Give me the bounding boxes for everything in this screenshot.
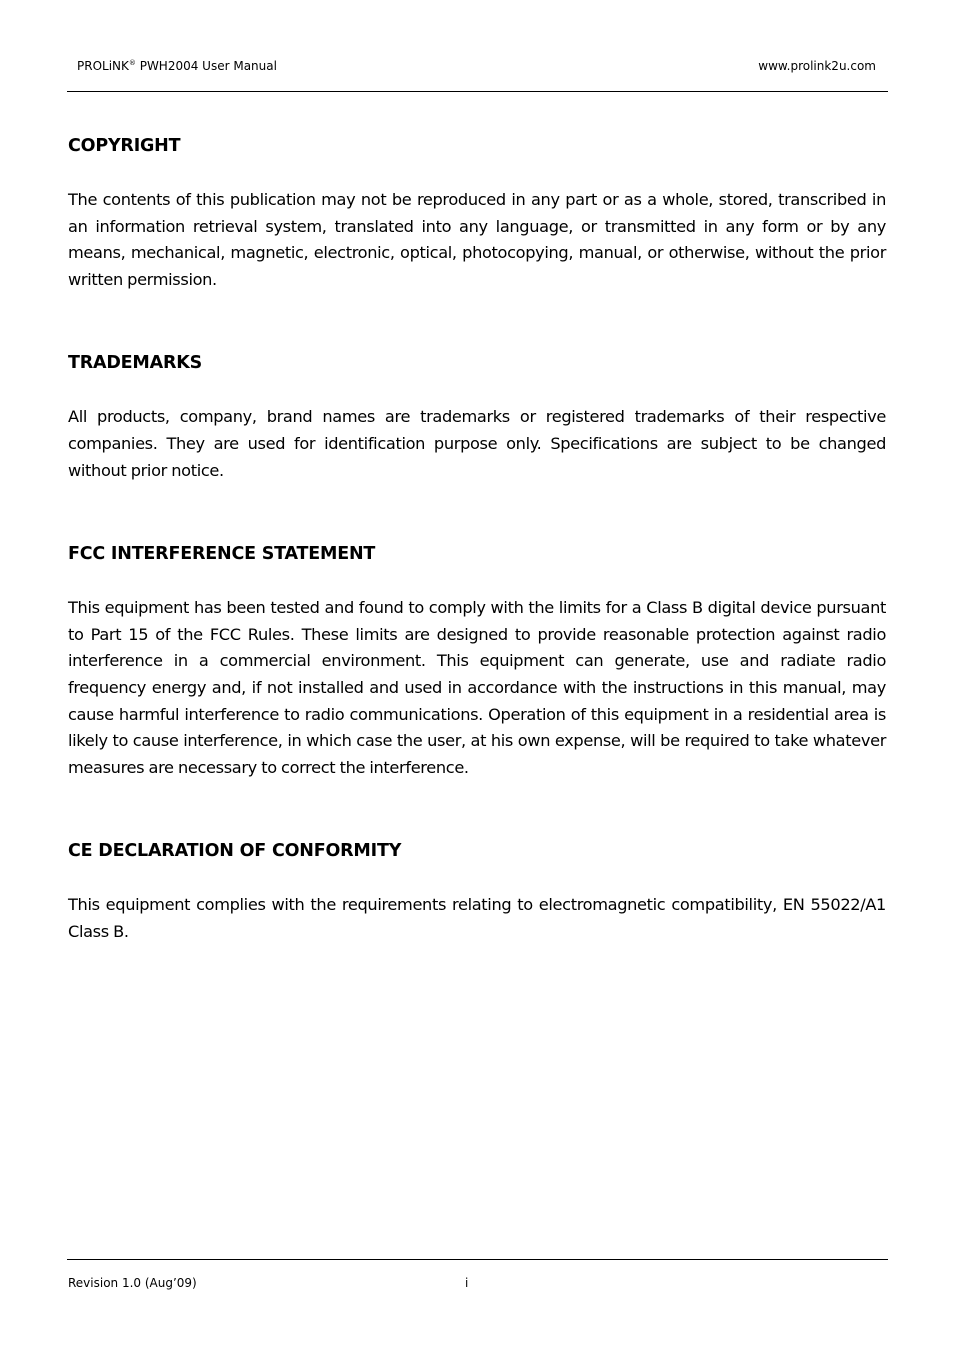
trademarks-body: All products, company, brand names are trademarks or registered trademarks of their respective companies. They are used for identification purpose only. Specifications are subject to be changed without prior notice. — [68, 407, 886, 480]
fcc-body: This equipment has been tested and found to comply with the limits for a Class B digital device pursuant to Part 15 of the FCC Rules. These limits are designed to provide reasonable protection against radio interference in a commercial environment. This equipment can generate, use and radiate radio frequency energy and, if not installed and used in accordance with the instructions in this manual, may cause harmful interference to radio communications. Operation of this equipment in a residential area is likely to cause interference, in which case the user, at his own expense, will be required to take whatever measures are necessary to correct the interference. — [68, 598, 886, 777]
registered-mark: ® — [128, 59, 136, 67]
manual-title — [77, 59, 277, 73]
fcc-title: FCC INTERFERENCE STATEMENT — [68, 544, 376, 565]
page-header — [67, 55, 888, 92]
brand-name: PROLiNK — [77, 59, 129, 73]
website-link[interactable]: www.prolink2u.com — [758, 59, 876, 73]
page-footer — [67, 1259, 888, 1290]
manual-name: PWH2004 User Manual — [135, 59, 277, 73]
ce-body: This equipment complies with the requirements relating to electromagnetic compatibility, EN 55022/A1 Class B. — [68, 895, 886, 941]
page-number: i — [465, 1276, 469, 1290]
ce-title: CE DECLARATION OF CONFORMITY — [68, 841, 402, 862]
page-content — [68, 132, 886, 946]
trademarks-title: TRADEMARKS — [68, 353, 203, 374]
copyright-body: The contents of this publication may not be reproduced in any part or as a whole, stored, transcribed in an information retrieval system, translated into any language, or transmitted in any form or by any means, mechanical, magnetic, electronic, optical, photocopying, manual, or otherwise, without the prior written permission. — [68, 190, 886, 289]
revision-label: Revision 1.0 (Aug’09) — [68, 1276, 197, 1290]
copyright-title: COPYRIGHT — [68, 136, 181, 156]
